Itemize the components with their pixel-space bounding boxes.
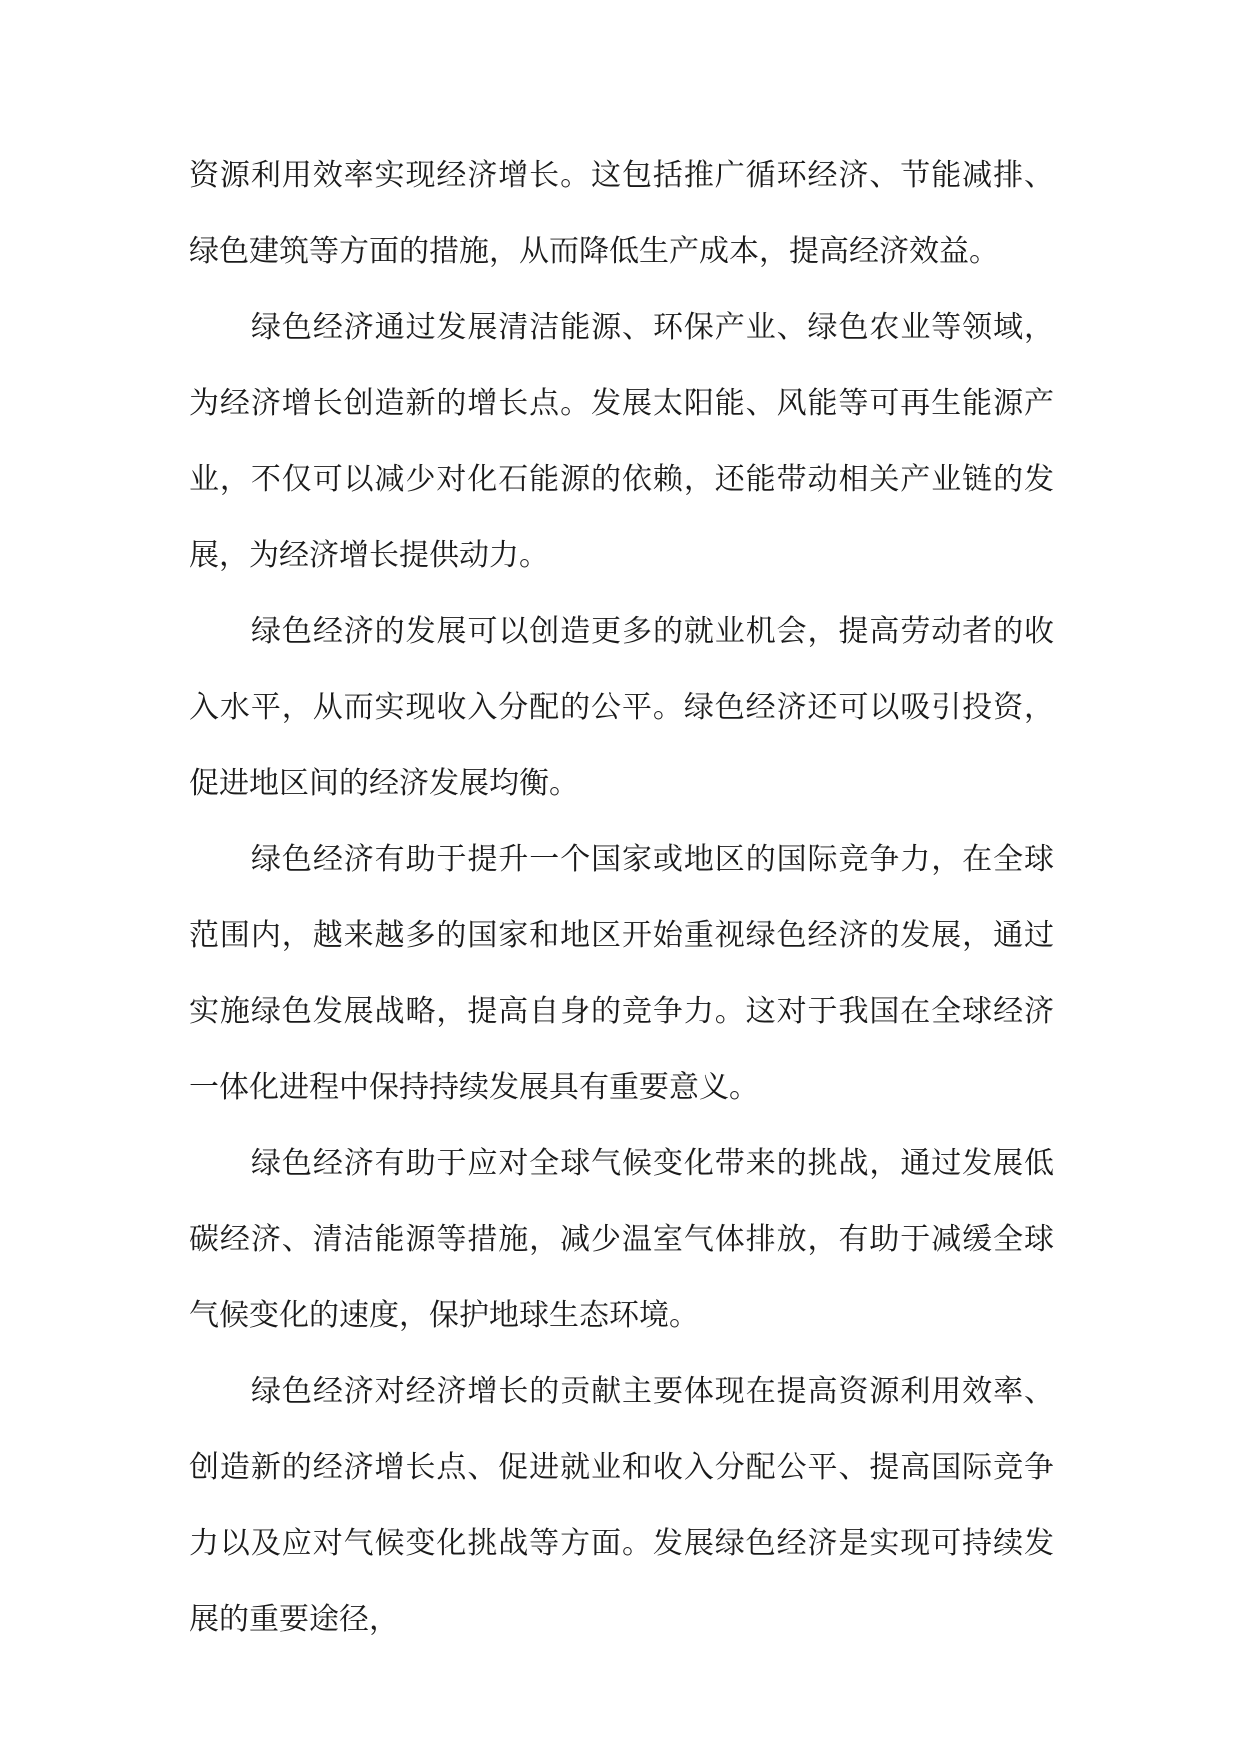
paragraph-resource-efficiency: 资源利用效率实现经济增长。这包括推广循环经济、节能减排、绿色建筑等方面的措施，从而降低生产成本，提高经济效益。 bbox=[189, 158, 1054, 269]
document-page bbox=[189, 138, 1054, 1658]
paragraph-employment-income: 绿色经济的发展可以创造更多的就业机会，提高劳动者的收入水平，从而实现收入分配的公平。绿色经济还可以吸引投资，促进地区间的经济发展均衡。 bbox=[189, 614, 1054, 801]
paragraph-summary: 绿色经济对经济增长的贡献主要体现在提高资源利用效率、创造新的经济增长点、促进就业和收入分配公平、提高国际竞争力以及应对气候变化挑战等方面。发展绿色经济是实现可持续发展的重要途径， bbox=[189, 1374, 1054, 1637]
paragraph-new-growth-points: 绿色经济通过发展清洁能源、环保产业、绿色农业等领域，为经济增长创造新的增长点。发展太阳能、风能等可再生能源产业，不仅可以减少对化石能源的依赖，还能带动相关产业链的发展，为经济增长提供动力。 bbox=[189, 310, 1054, 573]
paragraph-climate-change: 绿色经济有助于应对全球气候变化带来的挑战，通过发展低碳经济、清洁能源等措施，减少温室气体排放，有助于减缓全球气候变化的速度，保护地球生态环境。 bbox=[189, 1146, 1054, 1333]
paragraph-international-competitiveness: 绿色经济有助于提升一个国家或地区的国际竞争力，在全球范围内，越来越多的国家和地区开始重视绿色经济的发展，通过实施绿色发展战略，提高自身的竞争力。这对于我国在全球经济一体化进程中保持持续发展具有重要意义。 bbox=[189, 842, 1054, 1105]
